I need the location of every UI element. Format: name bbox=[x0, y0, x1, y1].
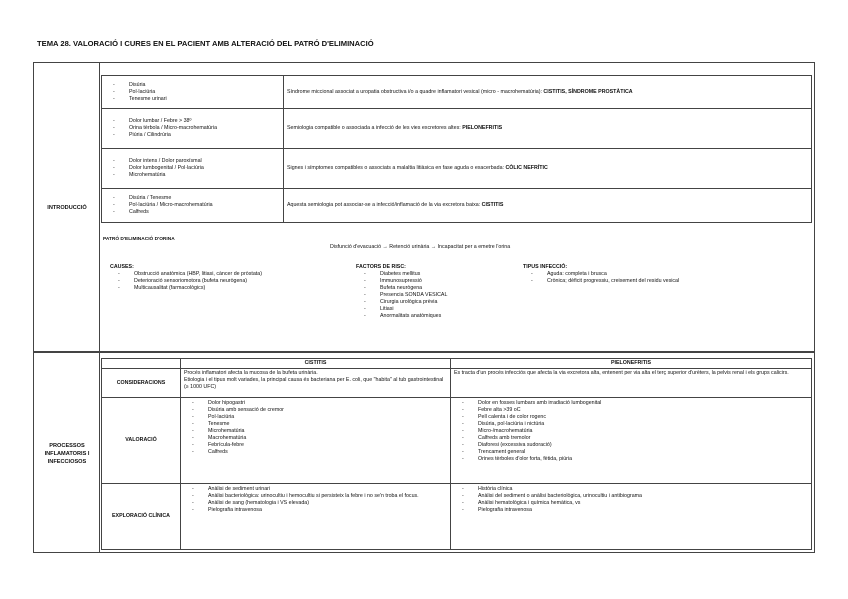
list-item: - Trencament general bbox=[454, 449, 808, 456]
cistitis-cell bbox=[181, 398, 451, 484]
cistitis-text: Etiologia i el tipus molt variades, la principal causa és bacteriana per E. coli, que "habita" al tub gastrointestinal (≥ 1000 UFC) bbox=[184, 377, 444, 390]
list-item: - Diaforesi (excessiva sudoració) bbox=[454, 442, 808, 449]
list-item: - Disúria amb sensació de cremor bbox=[184, 407, 447, 414]
list-item: - Diabetes mellitus bbox=[356, 271, 516, 278]
list-item: - Multicausalitat (farmacològics) bbox=[110, 285, 350, 292]
list-item: - Febre alta >39 oC bbox=[454, 407, 808, 414]
list-item: - Dolor lumbogenital / Pol·laciúria bbox=[105, 165, 280, 172]
list-item: - Pielografia intravenosa bbox=[454, 507, 808, 514]
description-cell bbox=[284, 149, 812, 189]
symptoms-cell bbox=[102, 149, 284, 189]
risc-list bbox=[356, 271, 516, 320]
list-item: - Microhematúria bbox=[105, 172, 280, 179]
list-item: - Pol·laciúria bbox=[105, 89, 280, 96]
description-text: Semiologia compatible o associada a infecció de les vies excretores altes: bbox=[287, 125, 463, 131]
cistitis-cell bbox=[181, 369, 451, 398]
diagnosis-label: PIELONEFRITIS bbox=[462, 125, 503, 131]
list-item: - Febrícula-febre bbox=[184, 442, 447, 449]
description-text: Signes i símptomes compatibles o associats a malaltia litiàsica en fase aguda o exacerbada: bbox=[287, 165, 506, 171]
list-item: - Calfreds bbox=[105, 209, 280, 216]
processos-table bbox=[101, 358, 812, 550]
description-cell bbox=[284, 189, 812, 223]
header-pielonefritis: PIELONEFRITIS bbox=[451, 359, 812, 369]
page-title: TEMA 28. VALORACIÓ I CURES EN EL PACIENT AMB ALTERACIÓ DEL PATRÓ D'ELIMINACIÓ bbox=[37, 39, 374, 48]
symptoms-list bbox=[105, 195, 280, 216]
list-item: - Història clínica bbox=[454, 486, 808, 493]
list-item: - Pell calenta i de color rogenc bbox=[454, 414, 808, 421]
diagnosis-label: CISTITIS bbox=[481, 202, 504, 208]
description-text: Síndrome miccional associat a uropatia obstructiva i/o a quadre inflamatori vesical (micro - macrohematúria): bbox=[287, 88, 544, 95]
causes-list bbox=[110, 271, 350, 292]
symptoms-cell bbox=[102, 109, 284, 149]
row-label: VALORACIÓ bbox=[102, 398, 181, 484]
list-item: - Dolor lumbar / Febre > 38º bbox=[105, 118, 280, 125]
header-row bbox=[102, 359, 812, 369]
pielo-cell bbox=[451, 369, 812, 398]
list-item: - Crònica; dèficit progressiu, creixement del residu vesical bbox=[523, 278, 783, 285]
list-item: - Presencia SONDA VESICAL bbox=[356, 292, 516, 299]
list-item: - Calfreds amb tremolor bbox=[454, 435, 808, 442]
section-processos: PROCESSOS INFLAMATORIS I INFECCIOSOS bbox=[44, 442, 90, 465]
symptoms-list bbox=[105, 158, 280, 179]
description-cell bbox=[284, 109, 812, 149]
causes-label: CAUSES: bbox=[110, 264, 134, 270]
list-item: - Aguda: completa i brusca bbox=[523, 271, 783, 278]
list-item: - Pol·laciúria / Micro-macrohematúria bbox=[105, 202, 280, 209]
list-item: - Pielografia intravenosa bbox=[184, 507, 447, 514]
row-label: EXPLORACIÓ CLÍNICA bbox=[102, 484, 181, 550]
intro-table bbox=[101, 75, 812, 223]
list-item: - Pol·laciúria bbox=[184, 414, 447, 421]
intro-row bbox=[102, 149, 812, 189]
list-item: - Disúria, pol·laciúria i nictúria bbox=[454, 421, 808, 428]
row-label: CONSIDERACIONS bbox=[102, 369, 181, 398]
patro-flow: Disfunció d'evacuació → Retenció urinària → Incapacitat per a emetre l'orina bbox=[330, 244, 511, 250]
description-cell bbox=[284, 76, 812, 109]
risc-label: FACTORS DE RISC: bbox=[356, 264, 406, 270]
list-item: - Anàlisi hematològica i química hemàtica, vs bbox=[454, 500, 808, 507]
symptoms-list bbox=[105, 118, 280, 139]
list-item: - Dolor en fosses lumbars amb irradiació lumbogenital bbox=[454, 400, 808, 407]
list-item: - Obstrucció anatòmica (HBP, litiasi, càncer de pròstata) bbox=[110, 271, 350, 278]
patro-heading: PATRÓ D'ELIMINACIÓ D'ORINA bbox=[103, 237, 175, 242]
list-item: - Calfreds bbox=[184, 449, 447, 456]
list-item: - Dolor hipogastri bbox=[184, 400, 447, 407]
description-text: Aquesta semiologia pot associar-se a infecció/inflamació de la via excretora baixa: bbox=[287, 202, 482, 208]
list-item: - Macrohematúria bbox=[184, 435, 447, 442]
pielo-list bbox=[454, 486, 808, 514]
processos-row bbox=[102, 369, 812, 398]
cistitis-list bbox=[184, 400, 447, 456]
section-intro: INTRODUCCIÓ bbox=[47, 205, 87, 211]
list-item: - Anàlisi bacteriològica: urinocultiu i hemocultiu si persisteix la febre i no se'n troba el focus. bbox=[184, 493, 447, 500]
list-item: - Orina tèrbola / Micro-macrohematúria bbox=[105, 125, 280, 132]
list-item: - Dolor intens / Dolor paroxísmal bbox=[105, 158, 280, 165]
list-item: - Anàlisi del sediment o anàlisi bacteriològica, urinocultiu i antibiograma bbox=[454, 493, 808, 500]
intro-row bbox=[102, 189, 812, 223]
tipus-label: TIPUS INFECCIÓ: bbox=[523, 264, 568, 270]
list-item: - Disúria / Tenesme bbox=[105, 195, 280, 202]
cistitis-text: Procés inflamatori afecta la mucosa de la bufeta urinària. bbox=[184, 370, 318, 376]
list-item: - Microhematúria bbox=[184, 428, 447, 435]
pielo-cell bbox=[451, 398, 812, 484]
processos-row bbox=[102, 484, 812, 550]
tipus-list bbox=[523, 271, 783, 285]
list-item: - Bufeta neurògena bbox=[356, 285, 516, 292]
list-item: - Tenesme bbox=[184, 421, 447, 428]
list-item: - Micro-/macrohematúria bbox=[454, 428, 808, 435]
symptoms-list bbox=[105, 82, 280, 103]
list-item: - Anormalitats anatòmiques bbox=[356, 313, 516, 320]
pielo-list bbox=[454, 400, 808, 463]
list-item: - Deterioració sensoriomotora (bufeta neurògena) bbox=[110, 278, 350, 285]
list-item: - Disúria bbox=[105, 82, 280, 89]
diagnosis-label: CÒLIC NEFRÍTIC bbox=[505, 165, 548, 171]
cistitis-list bbox=[184, 486, 447, 514]
symptoms-cell bbox=[102, 189, 284, 223]
cistitis-cell bbox=[181, 484, 451, 550]
pielo-cell bbox=[451, 484, 812, 550]
list-item: - Litiasi bbox=[356, 306, 516, 313]
list-item: - Anàlisi de sang (hematologia i VS elevada) bbox=[184, 500, 447, 507]
list-item: - Tenesme urinari bbox=[105, 96, 280, 103]
header-cistitis: CISTITIS bbox=[181, 359, 451, 369]
list-item: - Anàlisi de sediment urinari bbox=[184, 486, 447, 493]
processos-row bbox=[102, 398, 812, 484]
intro-row bbox=[102, 109, 812, 149]
list-item: - Piúria / Cilindrúria bbox=[105, 132, 280, 139]
intro-row bbox=[102, 76, 812, 109]
list-item: - Immunosupressió bbox=[356, 278, 516, 285]
list-item: - Orines tèrboles d'olor forta, fètida, piúria bbox=[454, 456, 808, 463]
list-item: - Cirurgia urològica prèvia bbox=[356, 299, 516, 306]
diagnosis-label: CISTITIS, SÍNDROME PROSTÀTICA bbox=[543, 88, 633, 95]
symptoms-cell bbox=[102, 76, 284, 109]
pielo-text: Es tracta d'un procés infecciós que afecta la via excretora alta, entenent per via alta el terç superior d'urèters, la pelvis renal i els grups calicirs. bbox=[454, 370, 789, 376]
